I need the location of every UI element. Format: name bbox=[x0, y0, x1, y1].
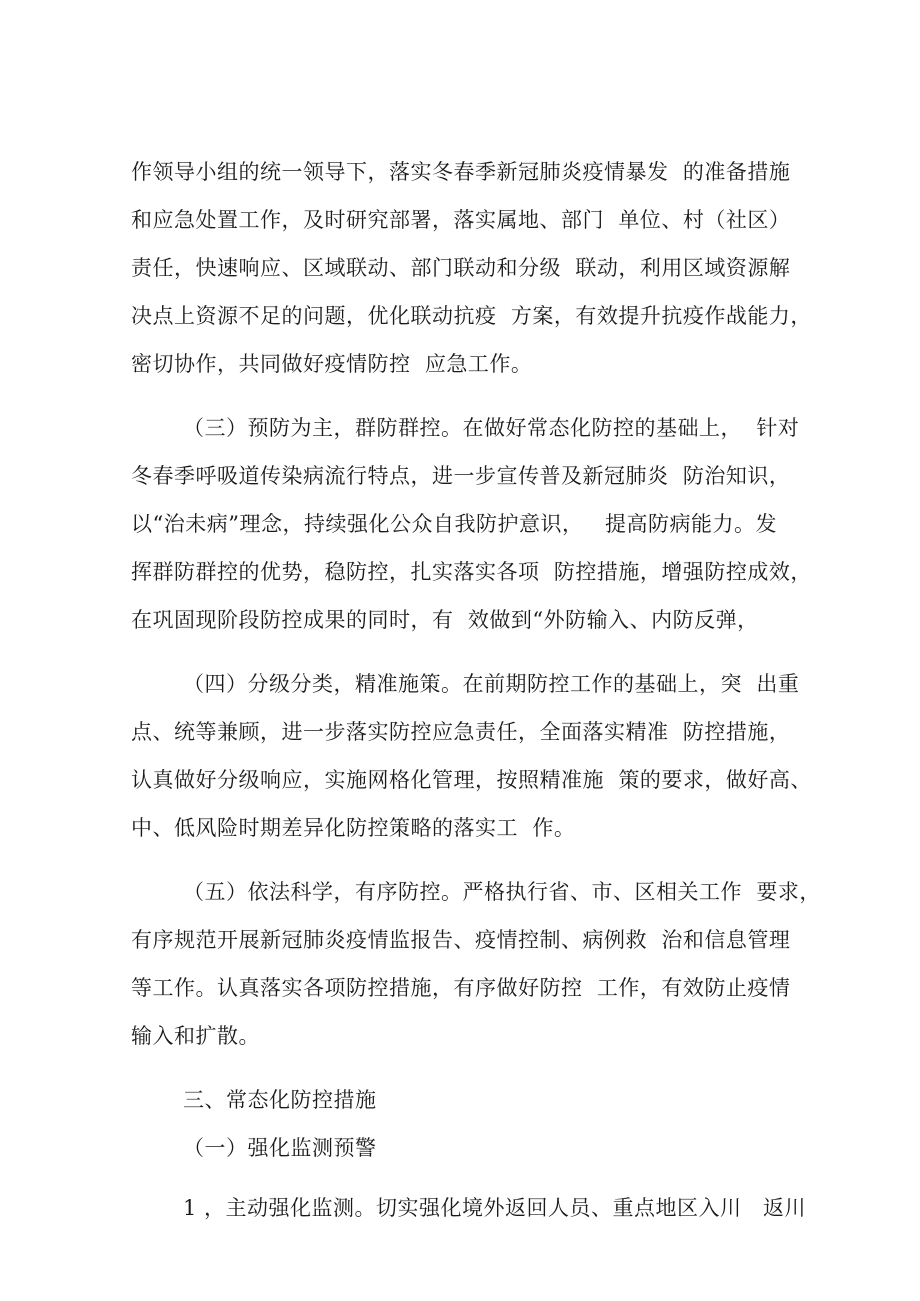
body-text-line: 决点上资源不足的问题，优化联动抗疫 方案，有效提升抗疫作战能力， bbox=[131, 304, 812, 328]
body-text-line: 点、统等兼顾，进一步落实防控应急责任，全面落实精准 防控措施， bbox=[131, 720, 791, 744]
body-text-line: 输入和扩散。 bbox=[131, 1024, 260, 1048]
body-text-line: 中、低风险时期差异化防控策略的落实工 作。 bbox=[131, 816, 576, 840]
chapter-heading: 三、常态化防控措施 bbox=[183, 1088, 377, 1112]
subsection-heading: （一）强化监测预警 bbox=[183, 1136, 377, 1160]
body-text-line: 挥群防群控的优势，稳防控，扎实落实各项 防控措施，增强防控成效， bbox=[131, 560, 812, 584]
body-text-line: 作领导小组的统一领导下，落实冬春季新冠肺炎疫情暴发 的准备措施 bbox=[131, 160, 791, 184]
body-text-line: 冬春季呼吸道传染病流行特点，进一步宣传普及新冠肺炎 防治知识， bbox=[131, 464, 791, 488]
body-text-line: 认真做好分级响应，实施网格化管理，按照精准施 策的要求，做好高、 bbox=[131, 768, 812, 792]
body-text-line: 密切协作，共同做好疫情防控 应急工作。 bbox=[131, 352, 533, 376]
body-text-line: 在巩固现阶段防控成果的同时，有 效做到“外防输入、内防反弹， bbox=[131, 608, 759, 632]
section-heading-line: （四）分级分类，精准施策。在前期防控工作的基础上，突 出重 bbox=[183, 672, 800, 696]
body-text-line: 责任，快速响应、区域联动、部门联动和分级 联动，利用区域资源解 bbox=[131, 256, 791, 280]
numbered-item-line: 1 ，主动强化监测。切实强化境外返回人员、重点地区入川 返川 bbox=[183, 1196, 807, 1220]
body-text-line: 和应急处置工作，及时研究部署，落实属地、部门 单位、村（社区） bbox=[131, 208, 791, 232]
body-text-line: 以“治未病”理念，持续强化公众自我防护意识， 提高防病能力。发 bbox=[131, 512, 777, 536]
body-text-line: 有序规范开展新冠肺炎疫情监报告、疫情控制、病例救 治和信息管理 bbox=[131, 928, 791, 952]
body-text-line: 等工作。认真落实各项防控措施，有序做好防控 工作，有效防止疫情 bbox=[131, 976, 791, 1000]
section-heading-line: （五）依法科学，有序防控。严格执行省、市、区相关工作 要求， bbox=[183, 880, 821, 904]
section-heading-line: （三）预防为主，群防群控。在做好常态化防控的基础上， 针对 bbox=[183, 416, 800, 440]
